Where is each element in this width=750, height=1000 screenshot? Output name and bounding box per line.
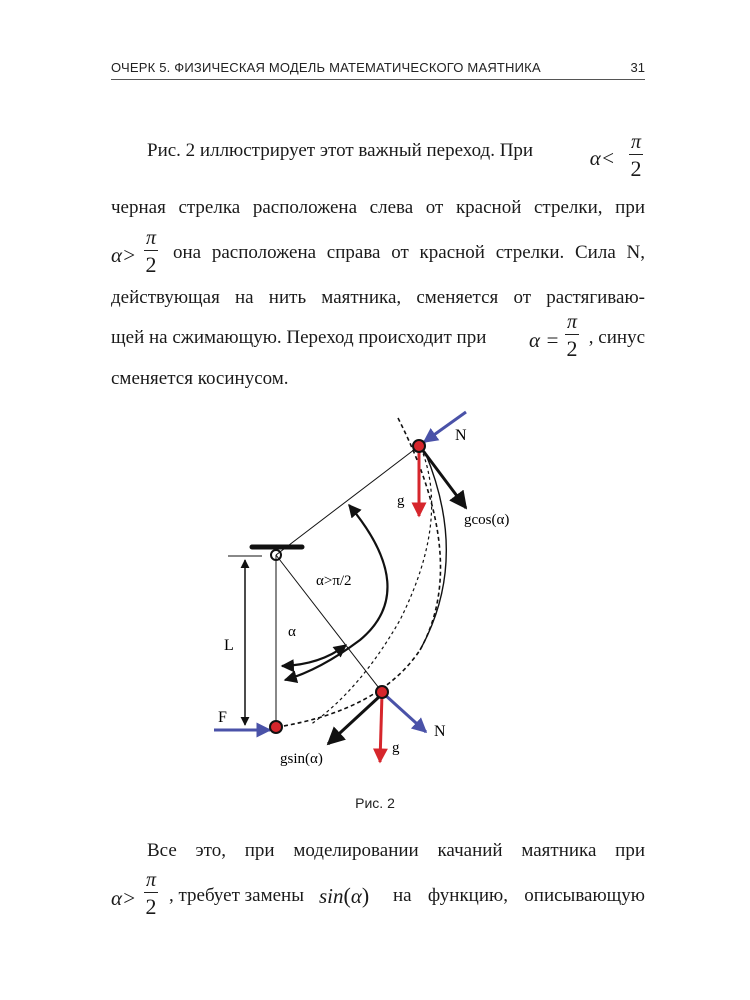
paragraph-1-line-4: действующая на нить маятника, сменяется от растягиваю- — [111, 287, 645, 308]
label-N-top: N — [455, 427, 467, 444]
header-title: ОЧЕРК 5. ФИЗИЧЕСКАЯ МОДЕЛЬ МАТЕМАТИЧЕСКОГО МАЯТНИКА — [111, 60, 541, 75]
label-gcos: gcos(α) — [464, 512, 510, 528]
page-number: 31 — [630, 60, 645, 75]
p2-line2-math: α> — [111, 886, 137, 910]
label-alpha-gt: α>π/2 — [316, 573, 352, 589]
paragraph-1-line-1 — [111, 131, 645, 181]
trajectory-arc-outer — [278, 418, 440, 727]
p1-line3-text: она расположена справа от красной стрелки. Сила N, — [173, 242, 645, 263]
bob-top — [413, 440, 425, 452]
pendulum-diagram — [200, 405, 520, 775]
fraction-denominator: 2 — [145, 252, 157, 277]
bob-middle — [376, 686, 388, 698]
label-g-bottom: g — [392, 740, 400, 756]
figure-2 — [200, 405, 520, 780]
paragraph-1-line-5 — [111, 311, 645, 361]
p2-line2-text: , требует замены — [169, 885, 304, 906]
p2-sin-arg: α — [350, 884, 362, 908]
p1-line3-math: α> — [111, 243, 137, 267]
p2-line1-text: Все это, при моделировании качаний маятника при — [147, 840, 645, 861]
p1-line1-fraction — [629, 132, 643, 180]
label-L: L — [224, 637, 234, 654]
p2-line2-func: sin(α) — [319, 883, 370, 908]
fraction-denominator: 2 — [630, 156, 642, 181]
figure-caption: Рис. 2 — [355, 795, 395, 811]
label-g-top: g — [397, 493, 405, 509]
gcos-arrow — [421, 448, 466, 508]
p1-line5-text: щей на сжимающую. Переход происходит при — [111, 327, 487, 348]
p1-line5-tail: , синус — [588, 327, 645, 348]
fraction-numerator: π — [146, 869, 157, 891]
paragraph-2-line-1 — [111, 840, 645, 862]
paragraph-1-line-2: черная стрелка расположена слева от красной стрелки, при — [111, 197, 645, 218]
fraction-denominator: 2 — [566, 336, 578, 361]
fraction-denominator: 2 — [145, 894, 157, 919]
gravity-arrow-bottom — [380, 694, 382, 762]
p2-line2-tail: на функцию, описывающую — [393, 885, 645, 906]
label-F: F — [218, 709, 227, 726]
trajectory-arc-solid — [420, 452, 446, 650]
label-N-bottom: N — [434, 723, 446, 740]
angle-arc-large — [285, 505, 387, 680]
header-rule — [111, 79, 645, 80]
fraction-numerator: π — [630, 131, 641, 153]
normal-force-arrow-bottom — [384, 694, 426, 732]
label-alpha: α — [288, 624, 296, 640]
fraction-numerator: π — [567, 311, 578, 333]
p2-sin: sin — [319, 884, 344, 908]
paragraph-1-line-6: сменяется косинусом. — [111, 368, 289, 389]
running-header — [111, 60, 645, 80]
bob-bottom — [270, 721, 282, 733]
fraction-numerator: π — [146, 227, 157, 249]
p2-line2-fraction — [144, 870, 158, 918]
p1-line1-text: Рис. 2 иллюстрирует этот важный переход. При — [147, 140, 534, 161]
p1-line1-math: α< — [589, 146, 615, 170]
p1-line3-fraction — [144, 228, 158, 276]
p1-line5-fraction — [565, 312, 579, 360]
label-gsin: gsin(α) — [280, 751, 323, 767]
p1-line5-math: α = — [529, 328, 560, 352]
